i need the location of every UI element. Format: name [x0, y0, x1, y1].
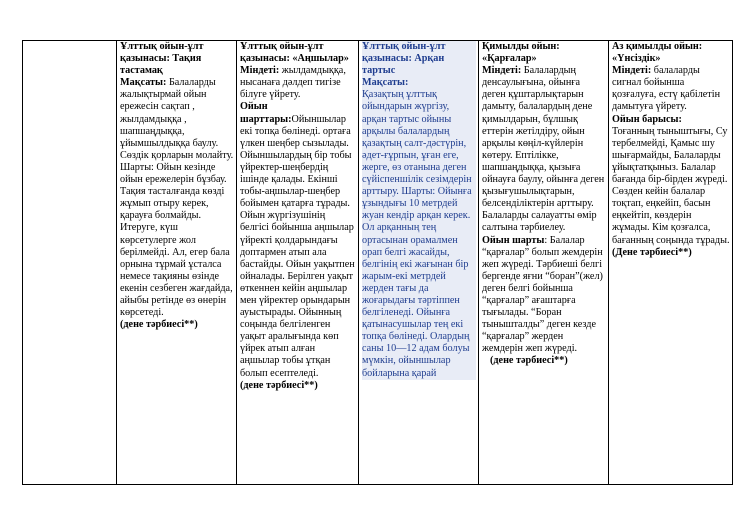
- paragraph-label: (Дене тәрбиесі**): [612, 246, 692, 258]
- paragraph: [362, 77, 476, 89]
- paragraph-label: Ойын шарты: [482, 234, 545, 246]
- paragraph-text: жылдамдыққа, нысанаға дәлдеп тигізе білуге үйрету.: [240, 65, 346, 101]
- paragraph-label: Ойын барысы:: [612, 113, 682, 125]
- paragraph-label: (дене тәрбиесі**): [240, 379, 318, 391]
- col-anshylar: [237, 41, 359, 485]
- paragraph: [240, 380, 356, 392]
- paragraph: [482, 355, 606, 367]
- paragraph: [120, 162, 234, 319]
- paragraph-text: Балаларды жалықтырмай ойын ережесін сақтап , жылдамдыққа , шапшаңдыққа, ұйымшылдыққа баулу. Сөздік қорларын молайту.: [120, 77, 234, 161]
- paragraph-text: Тоғанның тыныштығы, Су тербелмейді, Қамыс шу шығармайды, Балаларды ұйықтатқыныз. Балалар бағанда бір-бірден жүреді. Сөзден кейін балалар тоқтап, еңкейіп, басын еңкейтіп, көздерін жұмады. Кім қозғалса, бағанның соңында тұрады.: [612, 125, 730, 246]
- paragraph: [482, 65, 606, 234]
- paragraph: [120, 319, 234, 331]
- paragraph-text: : Балалар “қарғалар” болып жемдерін жеп жүреді. Тәрбиеші белгі бергенде яғни “боран”(жел) деген белгі бойынша “қарғалар” ағаштарға тығылады. “Боран тынышталды” деген кезде “қарғалар” жерден жемдерін жеп жүреді.: [482, 234, 603, 355]
- paragraph: [362, 89, 476, 379]
- paragraph: [612, 114, 730, 126]
- column-title: Аз қимылды ойын: «Үнсіздік»: [612, 41, 703, 65]
- paragraph-text: Қазақтың ұлттық ойындарын жүргізу, арқан тартыс ойыны арқылы балалардың қазақтың салт-дәстүрін, әдет-ғұрпын, ұған еге, жерге, өз отанына деген сүйіспеншілік сезімдерін арттыру. Шарты: Ойынға ұзындығы 10 метрдей жуан кендір арқан керек. Ол арқанның тең ортасынан орамалмен орап белгі жасайды, белгінің екі жағынан бір жарым-екі метрдей жерден тағы да жоғарыдағы тәртіппен белгіленеді. Ойынға қатынасушылар тең екі топқа бөлінеді. Олардың саны 10—12 адам болуы мүмкін, ойыншылар бойларына қарай: [362, 89, 472, 379]
- paragraph-text: Балалардың денсаулығына, ойынға деген құштарлықтарын дамыту, балалардың дене қимылдарын, бұлшық еттерін жетілдіру, ойын арқылы көңіл-күйлерін көтеру. Ептілікке, шапшаңдыққа, қызыға ойнауға баулу, ойынға деген қызығушылықтарын, белсенділіктерін арттыру. Балаларды салауатты өмір салтына тәрбиелеу.: [482, 65, 605, 234]
- paragraph: [612, 65, 730, 113]
- paragraph-text: Ойыншылар екі топқа бөлінеді. ортаға үлкен шеңбер сызылады. Ойыншылардың бір тобы үйректер-шеңбердің ішінде қалады. Екінші тобы-аңшылар-шеңбер бойымен қатарға тұрады. Ойын жүргізушінің белгісі бойынша аңшылар үйректі қолдарындағы доптармен атып ала бастайды. Ойын уақытпен ойналады. Берілген уақыт өткеннен кейін аңшылар мен үйректер орындарын ауыстырады. Ойынның соңында белгіленген уақыт аралығында көп үйрек атып алған аңшылар тобы ұтқан болып есептеледі.: [240, 113, 355, 379]
- column-title: Қимылды ойын: «Қарғалар»: [482, 41, 560, 65]
- paragraph: [482, 235, 606, 356]
- paragraph: [240, 101, 356, 379]
- paragraph: [240, 65, 356, 101]
- table-row: [23, 41, 733, 485]
- paragraph-text: балаларды сигнал бойынша қозғалуға, естү қабілетін дамытуға үйрету.: [612, 65, 721, 113]
- paragraph-label: (дене тәрбиесі**): [120, 319, 198, 331]
- activity-table: [22, 40, 733, 485]
- col-unsizdik: [609, 41, 733, 485]
- paragraph-label: Мақсаты:: [362, 77, 409, 89]
- column-title: Ұлттық ойын-ұлт қазынасы: Арқан тартыс: [362, 41, 476, 77]
- column-title: Ұлттық ойын-ұлт қазынасы: «Аңшылар»: [240, 41, 349, 65]
- paragraph-label: Міндеті:: [240, 65, 280, 77]
- paragraph-label: Міндеті:: [482, 65, 522, 77]
- column-title: Ұлттық ойын-ұлт қазынасы: Тақия тастамақ: [120, 41, 204, 77]
- paragraph-label: Мақсаты:: [120, 77, 167, 89]
- paragraph: [612, 126, 730, 247]
- paragraph-label: Міндеті:: [612, 65, 652, 77]
- col-kargalar: [479, 41, 609, 485]
- paragraph-text: Шарты: Ойын кезінде ойын ережелерін бұзбау. Тақия тасталғанда көзді жұмып отыру керек, қарауға болмайды. Итеруге, күш көрсетулерге жол берілмейді. Ал, егер бала орнына тұрмай ұсталса немесе тақияны өзінде екенін сезбеген жағдайда, айыбы ретінде өз өнерін көрсетеді.: [120, 161, 233, 319]
- col-arkan: [359, 41, 479, 485]
- col-empty: [23, 41, 117, 485]
- paragraph-label: Ойын шарттары:: [240, 101, 292, 125]
- paragraph: [120, 77, 234, 162]
- paragraph-label: (дене тәрбиесі**): [490, 355, 568, 367]
- col-takiya: [117, 41, 237, 485]
- paragraph: [612, 247, 730, 259]
